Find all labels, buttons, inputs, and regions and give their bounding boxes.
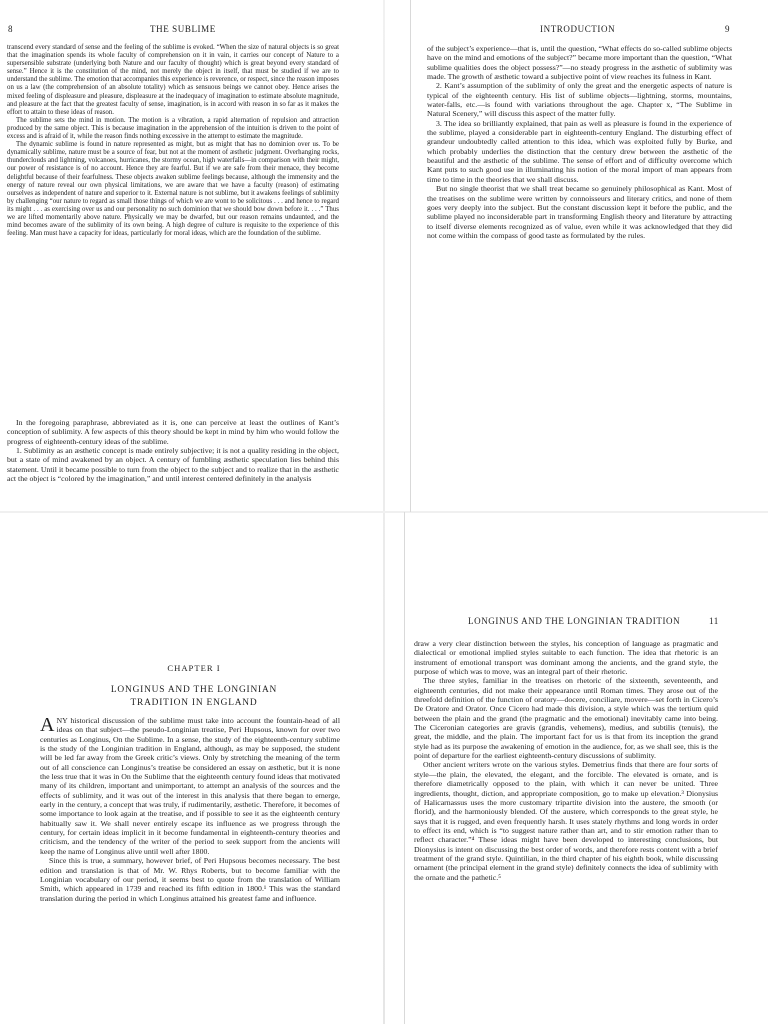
main-text bbox=[40, 716, 340, 903]
paragraph: of the subject’s experience—that is, until the question, “What effects do so-called sublime objects have on the mind and emotions of the subject?” became more important than the question, “What sublime qualities does the object possess?”—no steady progress in the æsthetic of sublimity was made. The growth of æsthetic toward a subjective point of view reaches its fulness in Kant. bbox=[427, 44, 732, 82]
main-text bbox=[427, 44, 732, 240]
paragraph: Since this is true, a summary, however brief, of Peri Hupsous becomes necessary. The best edition and translation is that of Mr. W. Rhys Roberts, but to become familiar with the Longinian vocabulary of our period, it seems best to quote from the translation of William Smith, which appeared in 1739 and reached its fifth edition in 1800.¹ This was the standard translation during the period in which Longinus attained his greatest fame and influence. bbox=[40, 856, 340, 903]
paragraph: The dynamic sublime is found in nature represented as might, but as might that has no dominion over us. To be dynamically sublime, nature must be a source of fear, but not at the moment of æsthetic judgment. Overhanging rocks, thunderclouds and lightning, volcanoes, hurricanes, the stormy ocean, high waterfalls—in comparison with their might, our power of resistance is of no account. Hence they are fearful. But if we are safe from their menace, they become delightful because of their fearfulness. These objects awaken sublime feelings because, although the immensity and the energy of nature reveal our own physical limitations, we are aware that we have a faculty (reason) of estimating ourselves as independent of nature and superior to it. External nature is not sublime, but it awakens feelings of sublimity by challenging “our nature to regard as small those things of which we are wont to be solicitous . . . and hence to regard its might . . . as exercising over us and our personality no such dominion that we should bow down before it. . . .” Thus we are lifted momentarily above nature. Physically we may be dwarfed, but our reason remains undaunted, and the mind becomes aware of the sublimity of its own being. A high degree of culture is requisite to the experience of this feeling. Man must have a capacity for ideas, particularly for moral ideas, which are the foundation of the sublime. bbox=[7, 141, 340, 238]
page-number: 9 bbox=[725, 24, 731, 34]
chapter-title-line: TRADITION IN ENGLAND bbox=[130, 698, 258, 708]
paragraph: draw a very clear distinction between the styles, his conception of language as pragmatic and dialectical or emotional implied styles suitable to each function. The idea that rhetoric is an instrument of emotional transport was dominant among the ancients, and the grand style, the purpose of which was to move, was an integral part of their rhetoric. bbox=[414, 639, 718, 677]
paragraph: The sublime sets the mind in motion. The motion is a vibration, a rapid alternation of repulsion and attraction produced by the same object. This is because imagination in the apprehension of the intuition is driven to the point of excess and is afraid of it, while the reason finds nothing excessive in the attempt to estimate the magnitude. bbox=[7, 116, 339, 141]
running-head: INTRODUCTION bbox=[540, 24, 616, 34]
kant-paraphrase-block bbox=[7, 44, 339, 238]
main-text bbox=[414, 639, 718, 882]
page-chapter-opening bbox=[0, 512, 384, 1024]
binding-line bbox=[404, 512, 405, 1024]
paragraph: 3. The idea so brilliantly explained, that pain as well as pleasure is found in the experience of the sublime, played a considerable part in eighteenth-century England. The disturbing effect of grandeur undoubtedly called attention to this idea, which was exploited fully by Burke, and which probably underlies the distinction that the century drew between the æsthetic of the beautiful and the æsthetic of the sublime. The sense of effort and of difficulty overcome which Kant puts to such good use in illuminating his notion of the moral import of man appears from time to time in the theories that we shall discuss. bbox=[427, 118, 732, 184]
drop-cap: A bbox=[40, 714, 55, 736]
page-9 bbox=[384, 0, 768, 512]
page-number: 8 bbox=[8, 24, 14, 34]
main-text bbox=[7, 418, 339, 483]
paragraph: The three styles, familiar in the treatises on rhetoric of the sixteenth, seventeenth, and eighteenth centuries, did not make their appearance until Roman times. They arose out of the threefold definition of the function of oratory—docere, conciliare, movere—set forth in Cicero’s De Oratore and Orator. Once Cicero had made this division, a style which was the tertium quid between the plain and the grand (the pragmatic and the emotional) inevitably came into being. The Ciceronian categories are gravis (grandis, vehemens), medius, and subtilis (tenuis), the great, the middle, and the plain. The important fact for us is that from its inception the grand style had as its purpose the awakening of emotion in the audience, for, as we shall see, this is the point of departure for the earliest eighteenth-century discussions of sublimity. bbox=[414, 676, 718, 761]
page-11 bbox=[384, 512, 768, 1024]
paragraph: Other ancient writers wrote on the various styles. Demetrius finds that there are four sorts of style—the plain, the elevated, the elegant, and the forcible. The elevated is ornate, and is therefore diametrically opposed to the plain, with which it can never be united. Three ingredients, thought, diction, and appropriate composition, go to make up elevation.³ Dionysius of Halicarnassus uses the more customary tripartite division into the austere, the smooth (or florid), and the harmoniously blended. Of the austere, which corresponds to the great style, he says that it is rugged, and even frequently harsh. It uses stately rhythms and long words in order to effect its end, which is “to suggest nature rather than art, and to stir emotion rather than to reflect character.”⁴ These ideas might have been developed to interesting conclusions, but Dionysius is intent on discussing the best order of words, and therefore rests content with a brief treatment of the grand style. Quintilian, in the third chapter of his eighth book, while discussing ornament (the principal element in the grand style) definitely connects the idea of sublimity with the ornate and the pathetic.⁵ bbox=[414, 760, 718, 882]
page-number: 11 bbox=[709, 616, 719, 626]
paragraph-text: NY historical discussion of the sublime must take into account the fountain-head of all ideas on that subject—the pseudo-Longinian treatise, Peri Hupsous, known for over two centuries as Longinus, On the Sublime. In a sense, the study of the eighteenth-century sublime is the study of the Longinian tradition in England, although, as may be supposed, the student will be led far away from the Greek critic’s views. Only by stretching the meaning of the term out of all conscience can Longinus’s treatise be considered an essay on æsthetic, but it is none the less true that it was in On the Sublime that the eighteenth century found ideas that motivated many of its children, important and unimportant, to attempt an analysis of the sources and the effects of sublimity, and it was out of the interest in this analysis that there began to emerge, early in the century, a concept that was truly, if rudimentarily, æsthetic. Therefore, it becomes of some importance to look again at the treatise, and if possible to see it as the eighteenth century habitually saw it. We shall never entirely escape its influence as we progress through the century, for certain ideas implicit in it become fundamental in eighteenth-century theories and criticism, and the tendency of the writer of the period to seek support from the ancients will keep the name of Longinus alive until well after 1800. bbox=[40, 716, 340, 856]
chapter-title-line: LONGINUS AND THE LONGINIAN bbox=[110, 685, 278, 695]
chapter-label: CHAPTER I bbox=[167, 663, 221, 673]
page-8 bbox=[0, 0, 384, 512]
paragraph: But no single theorist that we shall treat became so genuinely philosophical as Kant. Most of the treatises on the sublime were written by connoisseurs and literary critics, and none of them goes very deeply into the subject. But the constant discussion kept it before the public, and the sublime played no inconsiderable part in transforming English theory and literature by attracting to itself diverse elements recognized as of value, even while it was acknowledged that they did not come within the compass of good taste as formulated by the rules. bbox=[427, 184, 732, 240]
paragraph: transcend every standard of sense and the feeling of the sublime is evoked. “When the size of natural objects is so great that the imagination spends its whole faculty of comprehension on it in vain, it carries our concept of Nature to a supersensible substrate (underlying both Nature and our faculty of thought) which is great beyond every standard of sense.” Hence it is the constitution of the mind, not merely the object in itself, that must be studied if we are to understand the sublime. The emotion that accompanies this experience is reverence, or respect, since the reason imposes on us a law (the comprehension of an absolute totality) which as sensuous beings we cannot obey. Hence arises the mixed feeling of displeasure and pleasure, displeasure at the inadequacy of imagination to estimate absolute magnitude, and pleasure at the fact that the greatest faculty of sense, imagination, is in accord with reason in so far as it makes the effort to attain to these ideas of reason. bbox=[7, 44, 339, 116]
chapter-title bbox=[48, 684, 340, 710]
binding-line bbox=[410, 0, 411, 512]
paragraph: In the foregoing paraphrase, abbreviated as it is, one can perceive at least the outlines of Kant’s conception of sublimity. A few aspects of this theory should be kept in mind by him who would follow the progress of eighteenth-century ideas of the sublime. bbox=[7, 418, 339, 446]
paragraph: 1. Sublimity as an æsthetic concept is made entirely subjective; it is not a quality residing in the object, but a state of mind awakened by an object. A century of fumbling æsthetic speculation lies behind this statement. Until it became possible to turn from the object to the subject and to realize that in the æsthetic act the object is “colored by the imagination,” and until interest centered definitely in the analysis bbox=[7, 446, 339, 484]
paragraph bbox=[40, 716, 340, 856]
paragraph: 2. Kant’s assumption of the sublimity of only the great and the energetic aspects of nature is typical of the eighteenth century. His list of sublime objects—lightning, storms, mountains, water-falls, etc.—is found with variations throughout the age. Chapter x, “The Sublime in Natural Scenery,” will discuss this aspect of the matter fully. bbox=[427, 81, 732, 119]
running-head: LONGINUS AND THE LONGINIAN TRADITION bbox=[468, 616, 681, 626]
running-head: THE SUBLIME bbox=[150, 24, 216, 34]
